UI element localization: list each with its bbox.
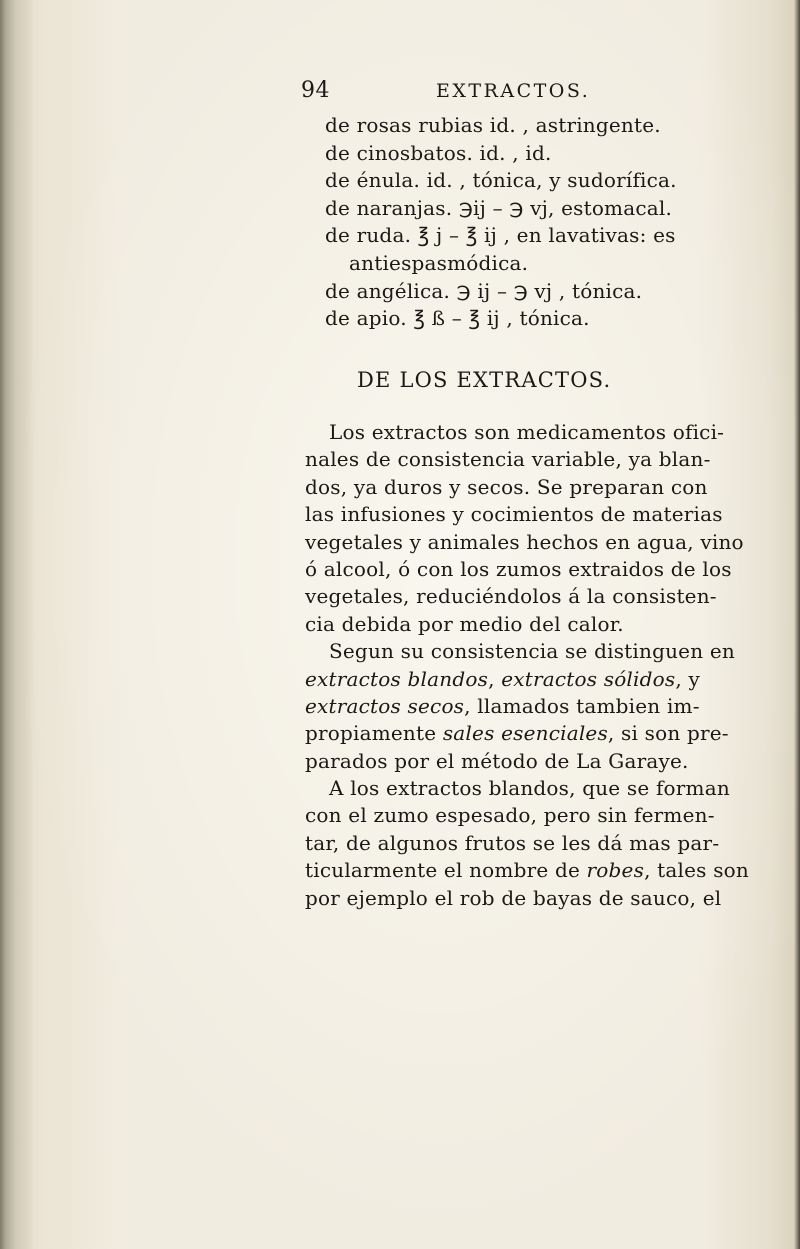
section-title: DE LOS EXTRACTOS. bbox=[357, 368, 612, 392]
text-line: nales de consistencia variable, ya blan- bbox=[305, 447, 711, 472]
list-item: de rosas rubias id. , astringente. bbox=[325, 113, 661, 137]
text-fragment: propiamente bbox=[305, 721, 443, 746]
text-line bbox=[305, 666, 749, 693]
list-item: de naranjas. ℈ij – ℈ vj, estomacal. bbox=[325, 195, 673, 220]
page-number: 94 bbox=[301, 78, 330, 103]
text-line: con el zumo espesado, pero sin fermen- bbox=[305, 803, 715, 828]
text-line: ó alcool, ó con los zumos extraidos de los bbox=[305, 556, 732, 581]
page-edge-shadow bbox=[794, 0, 800, 1249]
text-line: Segun su consistencia se distinguen en bbox=[329, 639, 735, 664]
italic-term: extractos sólidos bbox=[501, 666, 676, 691]
text-fragment: , si son pre- bbox=[607, 721, 729, 746]
text-line: parados por el método de La Garaye. bbox=[305, 748, 689, 773]
text-fragment: , bbox=[488, 666, 502, 691]
text-line: dos, ya duros y secos. Se preparan con bbox=[305, 474, 708, 499]
text-line bbox=[305, 693, 749, 720]
italic-term: robes bbox=[586, 858, 645, 883]
text-line: A los extractos blandos, que se forman bbox=[329, 776, 730, 801]
text-line: vegetales, reduciéndolos á la consisten- bbox=[305, 584, 717, 609]
extract-list bbox=[325, 112, 677, 333]
list-item: de apio. ℥ ß – ℥ ij , tónica. bbox=[325, 306, 590, 331]
page-binding-shadow bbox=[0, 0, 34, 1249]
list-item: de cinosbatos. id. , id. bbox=[325, 140, 552, 165]
italic-term: sales esenciales bbox=[442, 721, 608, 746]
body-text bbox=[305, 419, 749, 912]
list-item: de ruda. ℥ j – ℥ ij , en lavativas: es bbox=[325, 223, 676, 248]
italic-term: extractos secos bbox=[305, 693, 465, 718]
list-item: de énula. id. , tónica, y sudorífica. bbox=[325, 168, 677, 193]
page-header bbox=[301, 78, 641, 108]
text-line bbox=[305, 720, 749, 747]
list-item: de angélica. ℈ ij – ℈ vj , tónica. bbox=[325, 278, 643, 303]
text-fragment: , y bbox=[675, 666, 700, 691]
text-line: vegetales y animales hechos en agua, vino bbox=[305, 529, 744, 554]
text-line: tar, de algunos frutos se les dá mas par- bbox=[305, 830, 720, 855]
text-fragment: ticularmente el nombre de bbox=[305, 858, 587, 883]
text-line: las infusiones y cocimientos de materias bbox=[305, 502, 723, 527]
text-line: cia debida por medio del calor. bbox=[305, 611, 624, 636]
list-item-continuation: antiespasmódica. bbox=[349, 250, 529, 275]
text-fragment: , tales son bbox=[644, 858, 749, 883]
text-line bbox=[305, 857, 749, 884]
italic-term: extractos blandos bbox=[305, 666, 489, 691]
text-line: Los extractos son medicamentos ofici- bbox=[329, 420, 725, 444]
text-line: por ejemplo el rob de bayas de sauco, el bbox=[305, 885, 722, 910]
running-head: EXTRACTOS. bbox=[436, 80, 591, 102]
text-fragment: , llamados tambien im- bbox=[464, 693, 700, 718]
